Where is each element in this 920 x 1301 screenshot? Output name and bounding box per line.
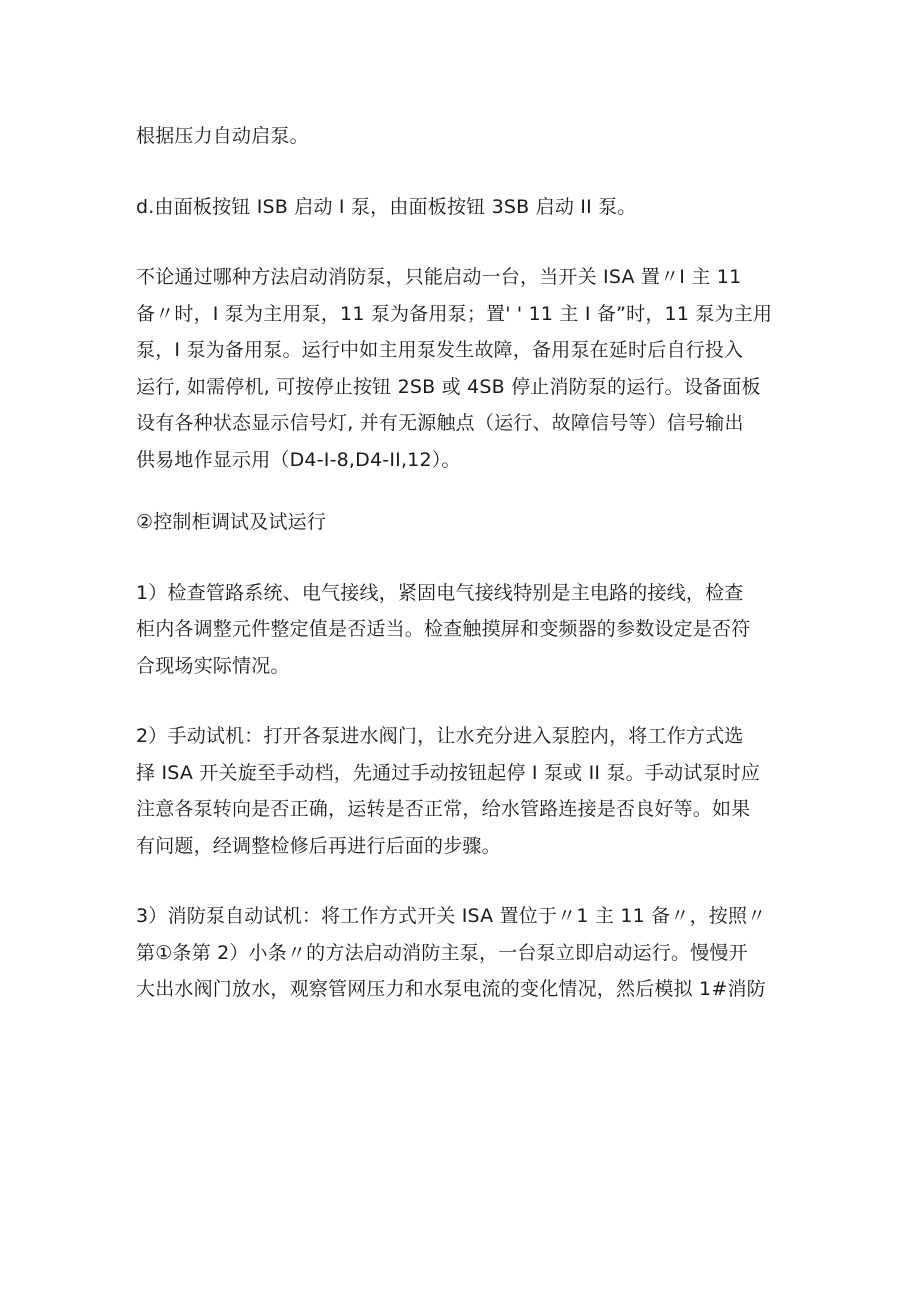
section-heading [136,504,786,541]
paragraph-panel-buttons [136,189,786,226]
text-line: 运行, 如需停机, 可按停止按钮 2SB 或 4SB 停止消防泵的运行。设备面板 [136,375,761,398]
text-line: 根据压力自动启泵。 [136,125,309,147]
text-line: 不论通过哪种方法启动消防泵，只能启动一台，当开关 ISA 置〃I 主 11 [136,266,742,288]
text-line: d.由面板按钮 ISB 启动 I 泵，由面板按钮 3SB 启动 II 泵。 [136,195,637,218]
text-line: 设有各种状态显示信号灯, 并有无源触点（运行、故障信号等）信号输出 [136,412,744,434]
document-page [136,118,786,1008]
text-line: 第①条第 2）小条〃的方法启动消防主泵，一台泵立即启动运行。慢慢开 [136,941,748,964]
text-line: 2）手动试机：打开各泵进水阀门，让水充分进入泵腔内，将工作方式选 [136,725,744,747]
text-line: 供易地作显示用（D4-I-8,D4-II,12）。 [136,448,461,471]
text-line: 备〃时，I 泵为主用泵，11 泵为备用泵；置' ' 11 主 I 备”时，11 泵为主用 [136,302,773,325]
text-line: 大出水阀门放水，观察管网压力和水泵电流的变化情况，然后模拟 1#消防 [136,978,766,1000]
text-line: ②控制柜调试及试运行 [136,511,327,533]
paragraph-step-2 [136,718,786,864]
paragraph-auto-start [136,118,786,155]
paragraph-step-1 [136,575,786,685]
text-line: 柜内各调整元件整定值是否适当。检查触摸屏和变频器的参数设定是否符 [136,618,751,640]
text-line: 1）检查管路系统、电气接线，紧固电气接线特别是主电路的接线，检查 [136,581,744,604]
paragraph-main-standby-pumps [136,259,786,478]
paragraph-step-3 [136,898,786,1008]
text-line: 有问题，经调整检修后再进行后面的步骤。 [136,834,501,857]
text-line: 泵，I 泵为备用泵。运行中如主用泵发生故障，备用泵在延时后自行投入 [136,339,744,361]
text-line: 注意各泵转向是否正确，运转是否正常，给水管路连接是否良好等。如果 [136,798,751,820]
text-line: 合现场实际情况。 [136,654,290,677]
text-line: 3）消防泵自动试机：将工作方式开关 ISA 置位于〃1 主 11 备〃，按照〃 [136,905,767,927]
text-line: 择 ISA 开关旋至手动档，先通过手动按钮起停 I 泵或 II 泵。手动试泵时应 [136,761,761,784]
